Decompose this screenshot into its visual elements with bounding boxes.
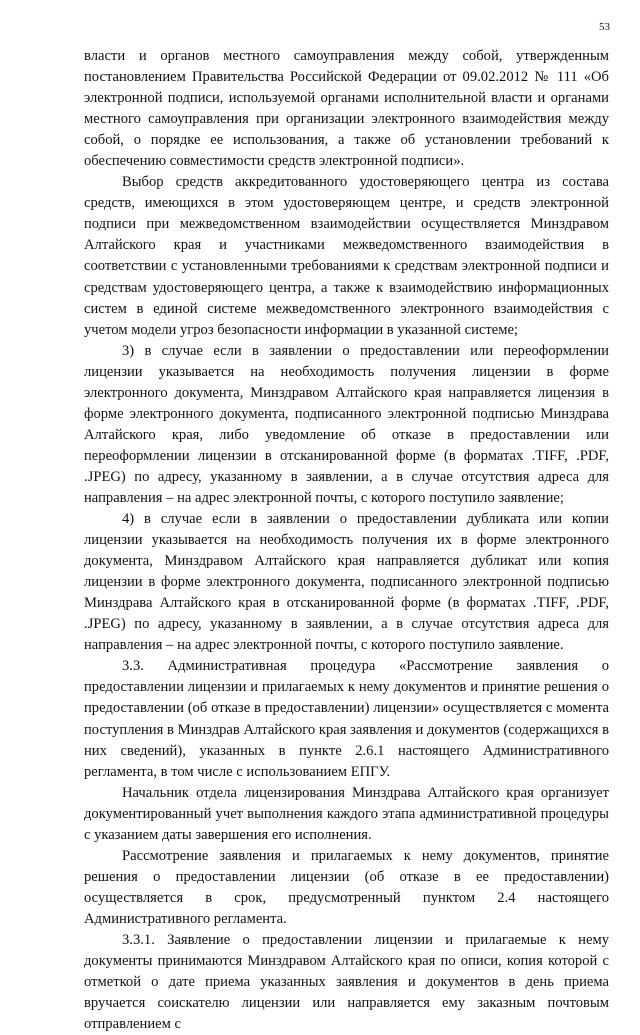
paragraph-section-3-3-1: 3.3.1. Заявление о предоставлении лицензии и прилагаемые к нему документы принимаются Минздравом Алтайского края по описи, копия которой с отметкой о дате приема указанных заявления и документов в день приема вручается соискателю лицензии или направляется ему заказным почтовым отправлением с bbox=[84, 931, 609, 1033]
paragraph-review-term: Рассмотрение заявления и прилагаемых к нему документов, принятие решения о предоставлении лицензии (об отказе в ее предоставлении) осуществляется в срок, предусмотренный пунктом 2.4 настоящего Административного регламента. bbox=[84, 847, 609, 927]
page-number: 53 bbox=[599, 21, 610, 33]
paragraph-head-of-licensing: Начальник отдела лицензирования Минздрава Алтайского края организует документированный учет выполнения каждого этапа административной процедуры с указанием даты завершения его исполнения. bbox=[84, 784, 609, 843]
paragraph-item-3: 3) в случае если в заявлении о предоставлении или переоформлении лицензии указывается на необходимость получения лицензии в форме электронного документа, Минздравом Алтайского края направляется лицензия в форме электронного документа, подписанного электронной подписью Минздрава Алтайского края, либо уведомление об отказе в предоставлении или переоформлении лицензии в отсканированной форме (в форматах .TIFF, .PDF, .JPEG) по адресу, указанному в заявлении, а в случае отсутствия адреса для направления – на адрес электронной почты, с которого поступило заявление; bbox=[84, 342, 609, 506]
paragraph-section-3-3: 3.3. Административная процедура «Рассмотрение заявления о предоставлении лицензии и прилагаемых к нему документов и принятие решения о предоставлении (об отказе в предоставлении) лицензии» осуществляется с момента поступления в Минздрав Алтайского края заявления и документов (содержащихся в них сведений), указанных в пункте 2.6.1 настоящего Административного регламента, в том числе с использованием ЕПГУ. bbox=[84, 658, 609, 780]
paragraph-signature-tools: Выбор средств аккредитованного удостоверяющего центра из состава средств, имеющихся в этом удостоверяющем центре, и средств электронной подписи при межведомственном взаимодействии осуществляется Минздравом Алтайского края и участниками межведомственного взаимодействия в соответствии с установленными требованиями к средствам электронной подписи и средствам удостоверяющего центра, а также к взаимодействию информационных систем в единой системе межведомственного электронного взаимодействия с учетом модели угроз безопасности информации в указанной системе; bbox=[84, 174, 609, 338]
paragraph-item-4: 4) в случае если в заявлении о предоставлении дубликата или копии лицензии указывается на необходимость получения их в форме электронного документа, Минздравом Алтайского края направляется дубликат или копия лицензии в форме электронного документа, подписанного электронной подписью Минздрава Алтайского края в отсканированной форме (в форматах .TIFF, .PDF, .JPEG) по адресу, указанному в заявлении, а в случае отсутствия адреса для направления – на адрес электронной почты, с которого поступило заявление. bbox=[84, 511, 609, 654]
paragraph-continuation: власти и органов местного самоуправления между собой, утвержденным постановлением Правительства Российской Федерации от 09.02.2012 № 111 «Об электронной подписи, используемой органами исполнительной власти и органами местного самоуправления при организации электронного взаимодействия между собой, о порядке ее использования, а также об установлении требований к обеспечению совместимости средств электронной подписи». bbox=[84, 48, 609, 170]
page-body bbox=[84, 46, 609, 1035]
